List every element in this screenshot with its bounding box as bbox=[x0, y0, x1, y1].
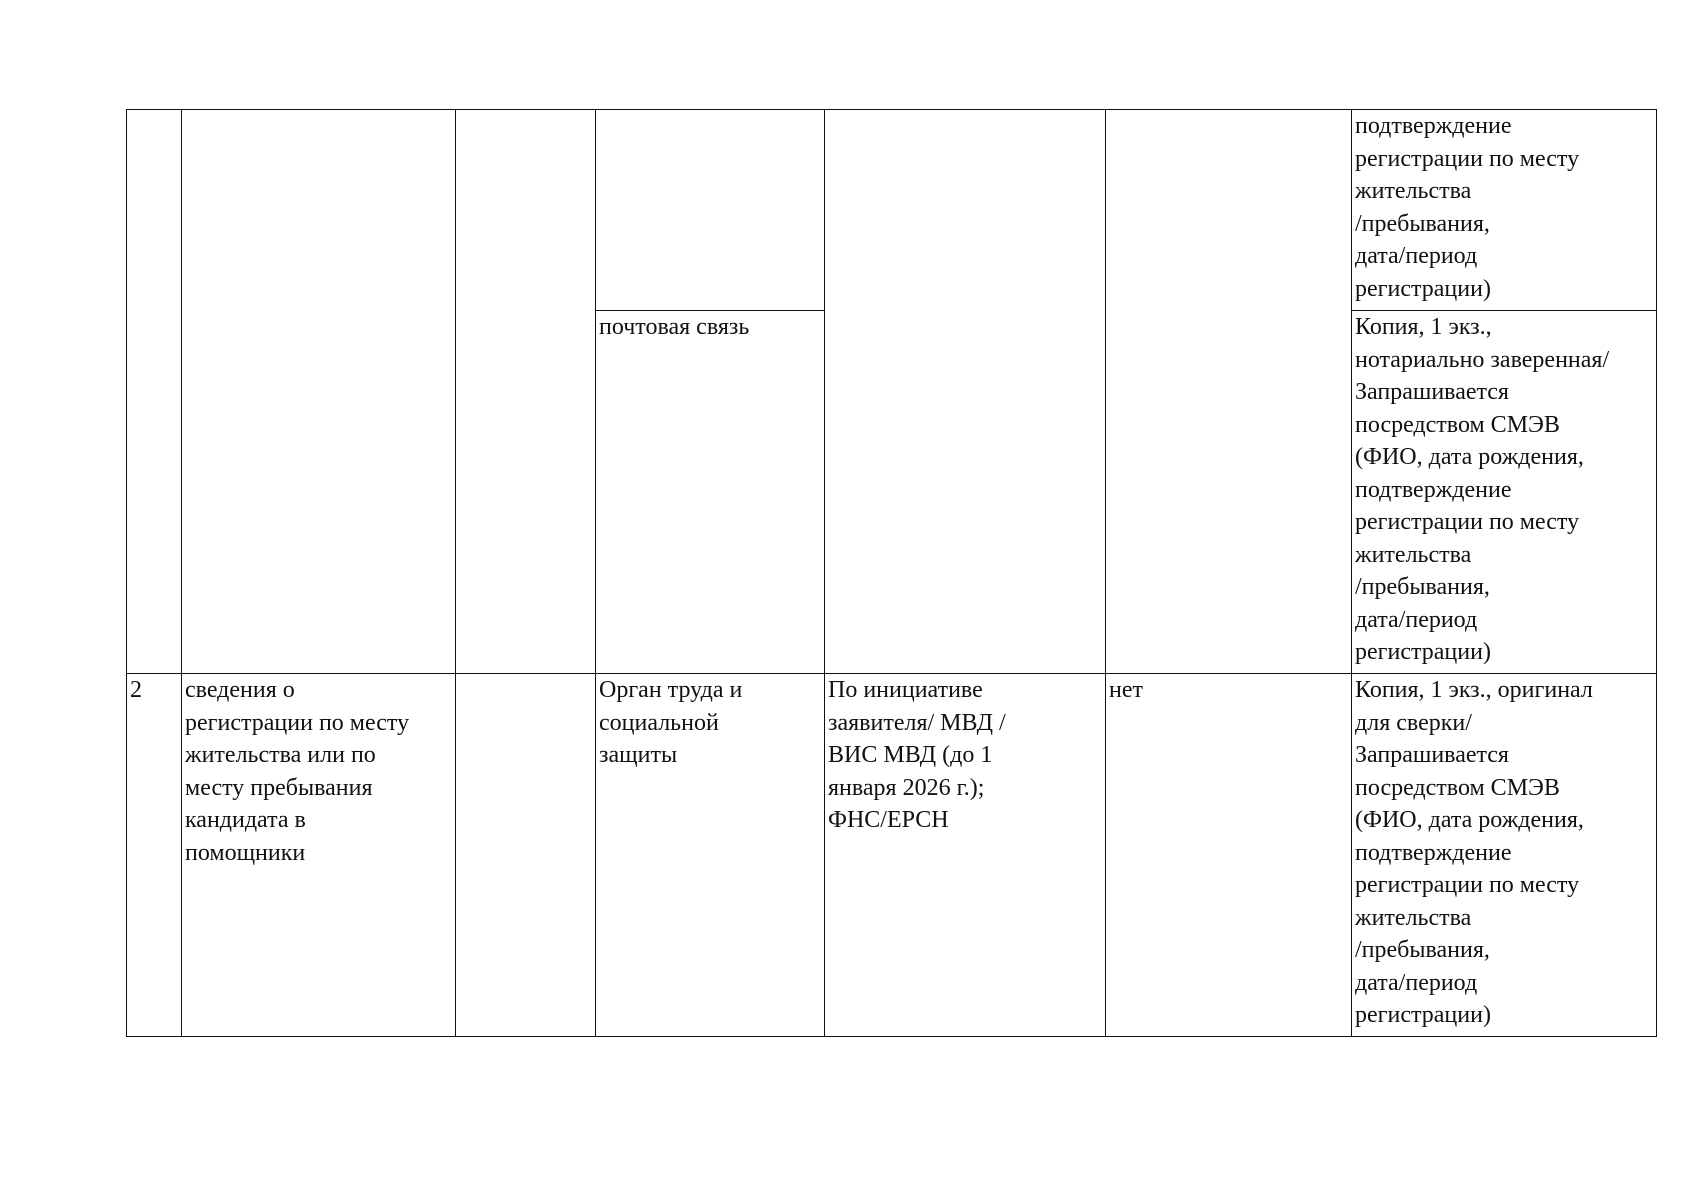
number-cell-continued bbox=[127, 110, 182, 674]
channel-cell-top bbox=[596, 110, 825, 311]
empty-cell-continued bbox=[456, 110, 596, 674]
document-name: сведения о регистрации по месту жительства или по месту пребывания кандидата в помощники bbox=[182, 674, 456, 1037]
name-cell-continued bbox=[182, 110, 456, 674]
channel-cell-post: почтовая связь bbox=[596, 311, 825, 674]
requirement-cell-notarized: Копия, 1 экз., нотариально заверенная/ Запрашивается посредством СМЭВ (ФИО, дата рождения, подтверждение регистрации по месту жительства /пребывания, дата/период регистрации) bbox=[1352, 311, 1657, 674]
row-number: 2 bbox=[127, 674, 182, 1037]
request-source: По инициативе заявителя/ МВД / ВИС МВД (до 1 января 2026 г.); ФНС/ЕРСН bbox=[825, 674, 1106, 1037]
requirement-original: Копия, 1 экз., оригинал для сверки/ Запрашивается посредством СМЭВ (ФИО, дата рождения, подтверждение регистрации по месту жительства /пребывания, дата/период регистрации) bbox=[1352, 674, 1657, 1037]
document-table bbox=[126, 109, 1657, 1037]
flag-cell-continued bbox=[1106, 110, 1352, 674]
submission-organ: Орган труда и социальной защиты bbox=[596, 674, 825, 1037]
requirement-cell-continued: подтверждение регистрации по месту жительства /пребывания, дата/период регистрации) bbox=[1352, 110, 1657, 311]
flag-value: нет bbox=[1106, 674, 1352, 1037]
source-cell-continued bbox=[825, 110, 1106, 674]
empty-cell bbox=[456, 674, 596, 1037]
